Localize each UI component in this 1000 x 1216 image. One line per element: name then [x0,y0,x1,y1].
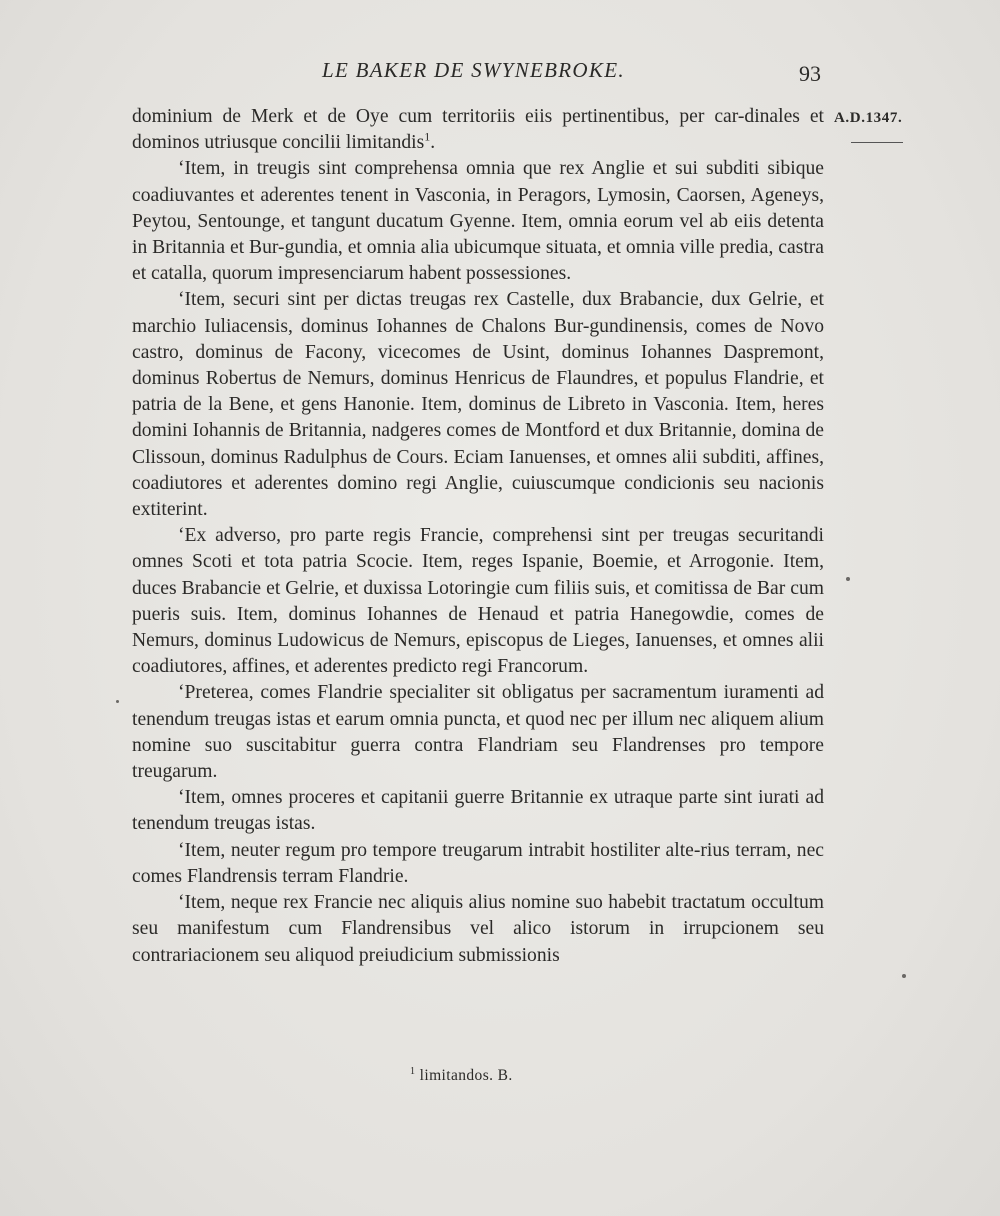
margin-rule [851,142,903,143]
paragraph: ‘Item, in treugis sint comprehensa omnia que rex Anglie et sui subditi sibique coadiuvantes et aderentes tenent in Vasconia, in Peragors, Lymosin, Caorsen, Ageneys, Peytou, Sentounge, et tangunt ducatum Gyenne. Item, omnia eorum vel ab eiis detenta in Britannia et Bur-gundia, et omnia alia ubicumque situata, et omnia ville predia, castra et catalla, quorum impresenciarum habent possessiones. [132,158,824,285]
ink-speck [902,974,906,978]
page-number: 93 [799,61,821,86]
paragraph: ‘Item, neuter regum pro tempore treugarum intrabit hostiliter alte-rius terram, nec comes Flandrensis terram Flandrie. [132,839,824,887]
footnote [410,1066,513,1085]
paragraph-text-end: . [430,132,436,154]
paragraph: ‘Item, omnes proceres et capitanii guerre Britannie ex utraque parte sint iurati ad tenendum treugas istas. [132,787,824,835]
paragraph [132,104,824,156]
footnote-text: limitandos. B. [415,1067,513,1085]
ink-speck [116,700,119,703]
paragraph: ‘Item, securi sint per dictas treugas rex Castelle, dux Brabancie, dux Gelrie, et marchio Iuliacensis, dominus Iohannes de Chalons Bur-gundinensis, comes de Novo castro, dominus de Facony, vicecomes de Usint, dominus Iohannes Daspremont, dominus Robertus de Nemurs, dominus Henricus de Flaundres, et populus Flandrie, et patria de la Bene, et gens Hanonie. Item, dominus de Libreto in Vasconia. Item, heres domini Iohannis de Britannia, nadgeres comes de Montford et dux Britannie, domina de Clissoun, dominus Radulphus de Cours. Eciam Ianuenses, et omnes alii subditi, affines, coadiutores et aderentes domino regi Anglie, cuiuscumque condicionis seu nacionis extiterint. [132,289,824,521]
ink-speck [846,577,850,581]
paragraph: ‘Preterea, comes Flandrie specialiter sit obligatus per sacramentum iuramenti ad tenendum treugas istas et earum omnia puncta, et quod nec per illum nec aliquem alium nomine suo suscitabitur guerra contra Flandriam seu Flandrenses pro tempore treugarum. [132,682,824,783]
paragraph: ‘Ex adverso, pro parte regis Francie, comprehensi sint per treugas securitandi omnes Scoti et tota patria Scocie. Item, reges Ispanie, Boemie, et Arrogonie. Item, duces Brabancie et Gelrie, et duxissa Lotoringie cum filiis suis, et comitissa de Bar cum pueris suis. Item, dominus Iohannes de Henaud et patria Hanegowdie, comes de Nemurs, dominus Ludowicus de Nemurs, episcopus de Lieges, Ianuenses, et omnes alii coadiutores, affines, et aderentes predicto regi Francorum. [132,525,824,678]
margin-date-note: A.D.1347. [834,110,903,126]
paragraph-text: dominium de Merk et de Oye cum territoriis eiis pertinentibus, per car-dinales et dominos utriusque concilii limitandis [132,106,824,154]
footnote-marker: 1 [410,1066,416,1077]
running-title: LE BAKER DE SWYNEBROKE. [322,58,625,82]
footnote-reference: 1 [424,129,431,144]
paragraph: ‘Item, neque rex Francie nec aliquis alius nomine suo habebit tractatum occultum seu manifestum cum Flandrensibus vel alico istorum in irrupcionem seu contrariacionem seu aliquod preiudicium submissionis [132,892,824,966]
main-text [132,104,824,969]
